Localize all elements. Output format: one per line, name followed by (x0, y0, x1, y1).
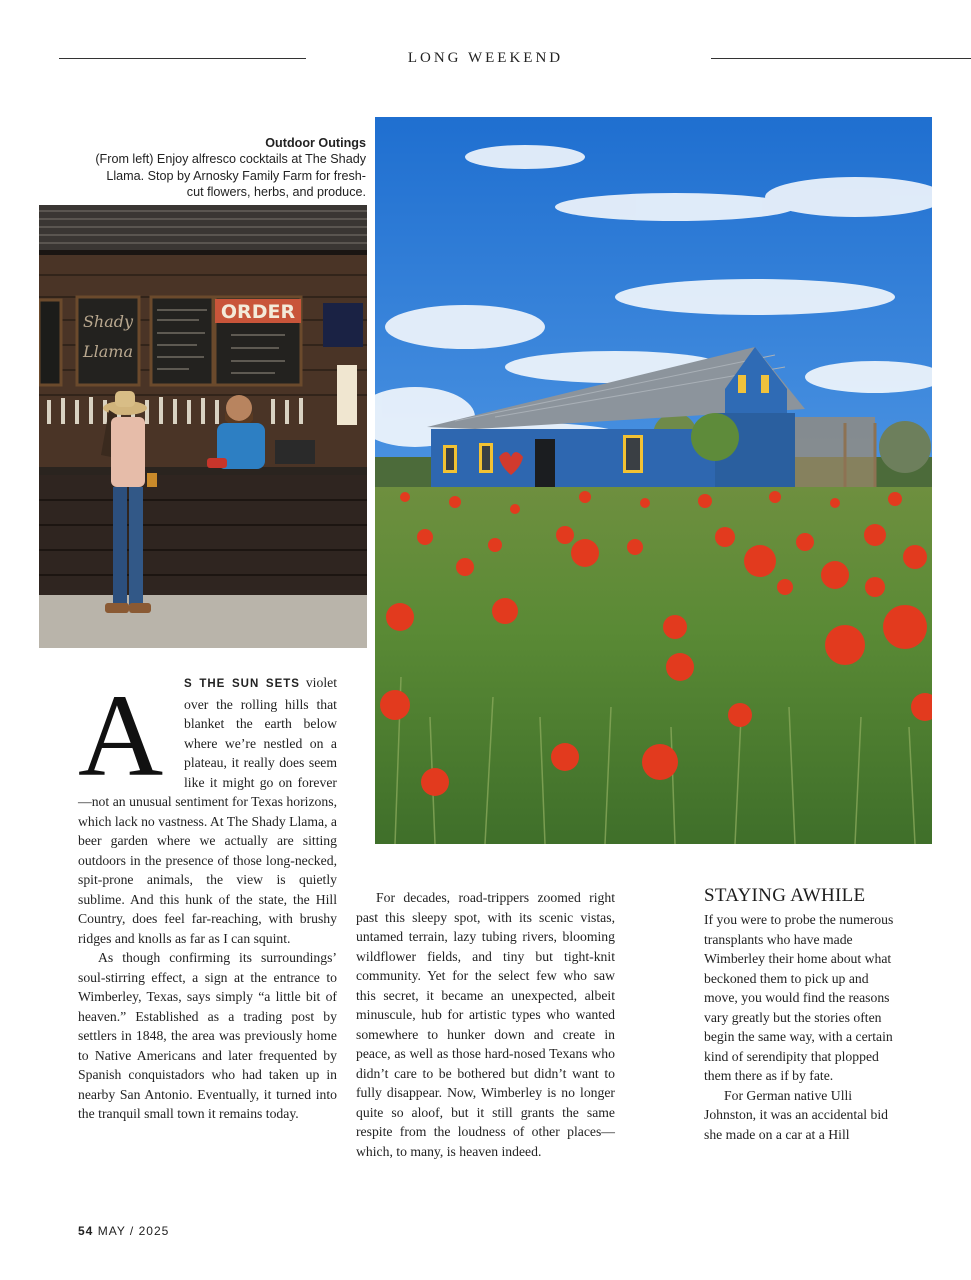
subhead-staying-awhile: STAYING AWHILE (704, 885, 866, 906)
caption-text: (From left) Enjoy alfresco cocktails at The Shady Llama. Stop by Arnosky Family Farm for fresh-cut flowers, herbs, and produce. (95, 152, 366, 199)
svg-text:Llama: Llama (83, 342, 133, 361)
article-paragraph-5: For German native Ulli Johnston, it was an accidental bid she made on a car at a Hill (704, 1087, 888, 1142)
page-number: 54 (78, 1224, 94, 1238)
article-paragraph-3: For decades, road-trippers zoomed right past this sleepy spot, with its scenic vistas, untamed terrain, lazy tubing rivers, blooming wildflower fields, and tiny but tight-knit community. Yet for the select few who saw this secret, it became an unexpected, albeit minuscule, hub for artistic types who wanted somewhere to hunker down and create in peace, as well as those hard-nosed Texans who didn’t care to be bothered but didn’t want to fully disappear. Now, Wimberley is no longer quite so aloof, but it still grants the same respite from the loudness of other places—which, to many, is heaven indeed. (356, 890, 615, 1159)
lead-in: S THE SUN SETS (184, 678, 300, 690)
article-paragraph-2: As though confirming its surroundings’ soul-stirring effect, a sign at the entrance to Wimberley, Texas, says simply “a little bit of heaven.” Established as a trading post by settlers in 1848, the area was previously home to Native Americans and later frequented by Spanish conquistadors who had taken up in nearby San Antonio. Eventually, it turned into the tranquil small town it remains today. (78, 950, 337, 1121)
shady-llama-photo (39, 205, 367, 648)
article-column-1 (78, 670, 338, 1124)
paragraph-1-text: violet over the rolling hills that blanket the earth below where we’re nestled on a plateau, it really does seem like it might go on forever—not an unusual sentiment for Texas horizons, which lack no vastness. At The Shady Llama, a beer garden where we actually are sitting outdoors in the presence of those long-necked, spit-prone animals, the view is quietly sublime. And this hunk of the state, the Hill Country, does feel far-reaching, with brushy ridges and knolls as far as I can squint. (78, 675, 338, 946)
caption-title: Outdoor Outings (265, 136, 366, 150)
header-rule-right (711, 58, 971, 59)
photo-caption (90, 135, 366, 200)
section-title: LONG WEEKEND (407, 50, 564, 66)
page-folio (78, 1224, 169, 1238)
article-column-3 (704, 884, 894, 1144)
drop-cap: A (78, 670, 164, 801)
svg-text:Shady: Shady (82, 312, 134, 331)
issue-date: MAY / 2025 (97, 1224, 170, 1238)
article-column-2 (356, 888, 615, 1161)
article-paragraph-4: If you were to probe the numerous transplants who have made Wimberley their home about what beckoned them to pick up and move, you would find the reasons vary greatly but the stories often begin the same way, with a certain kind of serendipity that plopped them there as if by fate. (704, 912, 894, 1083)
arnosky-farm-photo (375, 117, 932, 844)
order-sign: ORDER (220, 301, 296, 323)
article-paragraph-1 (78, 670, 338, 948)
